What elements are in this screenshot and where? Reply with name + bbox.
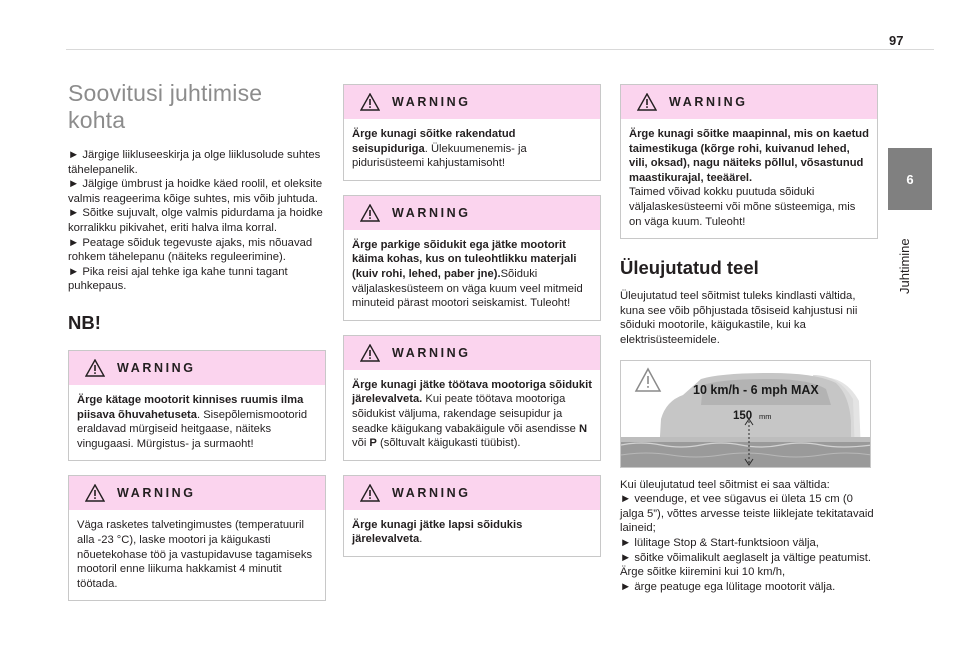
depth-value: 150 <box>733 409 753 422</box>
car-in-water-icon <box>621 361 871 468</box>
gear-position-n: N <box>579 422 588 435</box>
warning-detail: Sõiduki väljalaskesüsteem on väga kuum veel mitmeid minuteid pärast mootori seiskamist. Tuleoht! <box>352 267 583 310</box>
warning-triangle-icon <box>85 359 105 377</box>
warning-box <box>343 475 601 557</box>
list-item: ► Järgige liikluseeskirja ja olge liiklusolude suhtes tähelepanelik. <box>68 149 321 176</box>
warning-box <box>68 475 326 601</box>
gear-position-p: P <box>369 437 377 450</box>
warning-text <box>69 385 325 460</box>
flood-instructions <box>620 478 878 595</box>
warning-label: WARNING <box>392 95 471 109</box>
warning-label: WARNING <box>392 345 471 360</box>
page-number: 97 <box>889 33 904 48</box>
warning-triangle-icon <box>360 484 380 502</box>
warning-triangle-icon <box>360 204 380 222</box>
warning-detail: . <box>419 533 423 546</box>
warning-header <box>344 336 600 370</box>
warning-text <box>344 510 600 556</box>
warning-label: WARNING <box>117 486 196 501</box>
warning-emphasis: Ärge kätage mootorit kinnises ruumis ilma piisava õhuvahetuseta <box>77 393 304 421</box>
warning-detail: (sõltuvalt käigukasti tüübist). <box>376 437 521 450</box>
warning-emphasis: Ärge kunagi jätke lapsi sõidukis järelevalveta <box>352 518 523 546</box>
list-item: ► ärge peatuge ega lülitage mootorit välja. <box>620 580 836 593</box>
warning-triangle-icon <box>637 93 657 111</box>
warning-label: WARNING <box>392 205 471 220</box>
chapter-title: Juhtimine <box>897 238 912 294</box>
depth-unit: mm <box>759 411 772 421</box>
warning-triangle-icon <box>360 93 380 111</box>
warning-detail: . Ülekuumenemis- ja pidurisüsteemi kahjustamisoht! <box>352 142 527 170</box>
warning-text <box>621 119 877 238</box>
flooded-road-illustration <box>620 360 871 468</box>
warning-emphasis: Ärge parkige sõidukit ega jätke mootorit käima kohas, kus on tuleohtlikku materjali (kuiv rohi, lehed, paber jne). <box>352 238 577 280</box>
list-item: ► Pika reisi ajal tehke iga kahe tunni tagant puhkepaus. <box>68 265 288 293</box>
warning-detail: Taimed võivad kokku puutuda sõiduki väljalaskesüsteemi või mõne süsteemiga, mis on väga kuum. Tuleoht! <box>629 186 856 228</box>
warning-header <box>344 85 600 119</box>
speed-limit-text: 10 km/h - 6 mph MAX <box>693 382 819 397</box>
list-item: ► Jälgige ümbrust ja hoidke käed roolil, et oleksite valmis reageerima kõige suhtes, mis võib juhtuda. <box>68 178 323 205</box>
warning-box <box>343 195 601 321</box>
header-rule <box>66 49 934 50</box>
warning-triangle-icon <box>360 344 380 362</box>
warning-text <box>344 119 600 180</box>
warning-label: WARNING <box>392 485 471 500</box>
list-item: ► veenduge, et vee sügavus ei ületa 15 cm (0 jalga 5”), võttes arvesse teiste liiklejate tekitatavaid laineid; <box>620 493 874 535</box>
list-item: ► Peatage sõiduk tegevuste ajaks, mis nõuavad rohkem tähelepanu (näiteks reguleerimine). <box>68 236 313 264</box>
chapter-tab[interactable]: 6 <box>888 148 932 210</box>
warning-label: WARNING <box>117 360 196 375</box>
warning-header <box>621 85 877 119</box>
chapter-label <box>897 214 921 294</box>
warning-header <box>69 476 325 510</box>
list-item: Kui üleujutatud teel sõitmist ei saa vältida: <box>620 478 830 491</box>
warning-header <box>344 196 600 230</box>
warning-box <box>343 335 601 461</box>
warning-box <box>620 84 878 239</box>
warning-text <box>344 230 600 320</box>
warning-label: WARNING <box>669 95 748 109</box>
warning-detail: Kui peate töötava mootoriga sõidukist väljuma, rakendage seisupidur ja seadke käigukang vabakäigule või asendisse <box>352 393 580 435</box>
warning-emphasis: Ärge kunagi jätke töötava mootoriga sõidukit järelevalveta. <box>352 378 592 406</box>
warning-header <box>69 351 325 385</box>
list-item: ► lülitage Stop & Start-funktsioon välja, <box>620 536 819 549</box>
list-item: ► sõitke võimalikult aeglaselt ja vältige peatumist. Ärge sõitke kiiremini kui 10 km/h, <box>620 551 872 579</box>
warning-box <box>343 84 601 181</box>
page-title: Soovitusi juhtimise kohta <box>68 80 263 133</box>
warning-triangle-icon <box>85 484 105 502</box>
warning-header <box>344 476 600 510</box>
advice-list <box>68 148 326 294</box>
warning-emphasis: Ärge kunagi sõitke maapinnal, mis on kaetud taimestikuga (kõrge rohi, kuivanud lehed, vili, oksad), nagu näiteks põllul, võsastunud maastikurajal, teeäärel. <box>629 128 869 184</box>
warning-emphasis: Ärge kunagi sõitke rakendatud seisupiduriga <box>352 128 516 155</box>
warning-box <box>68 350 326 461</box>
section-title: Üleujutatud teel <box>620 257 759 279</box>
column-3 <box>620 84 878 594</box>
warning-text: Väga rasketes talvetingimustes (temperatuuril alla -23 °C), laske mootori ja käigukasti nõuetekohase töö ja vastupidavuse tagamiseks mootoril enne liikuma hakkamist 4 minutit töötada. <box>77 519 313 590</box>
warning-detail: . Sisepõlemismootorid eraldavad mürgiseid heitgaase, näiteks vingugaasi. Mürgistus- ja surmaoht! <box>77 408 308 450</box>
warning-detail: või <box>352 437 370 450</box>
warning-text <box>344 370 600 460</box>
section-intro: Üleujutatud teel sõitmist tuleks kindlasti vältida, kuna see võib põhjustada tõsiseid kahjustusi nii sõiduki mootorile, käigukastile, kui ka elektrisüsteemidele. <box>620 290 858 346</box>
column-2 <box>343 84 601 571</box>
nb-heading: NB! <box>68 311 101 333</box>
column-1 <box>68 80 326 615</box>
list-item: ► Sõitke sujuvalt, olge valmis pidurdama ja hoidke korralikku pikivahet, eriti halva ilma korral. <box>68 207 323 234</box>
